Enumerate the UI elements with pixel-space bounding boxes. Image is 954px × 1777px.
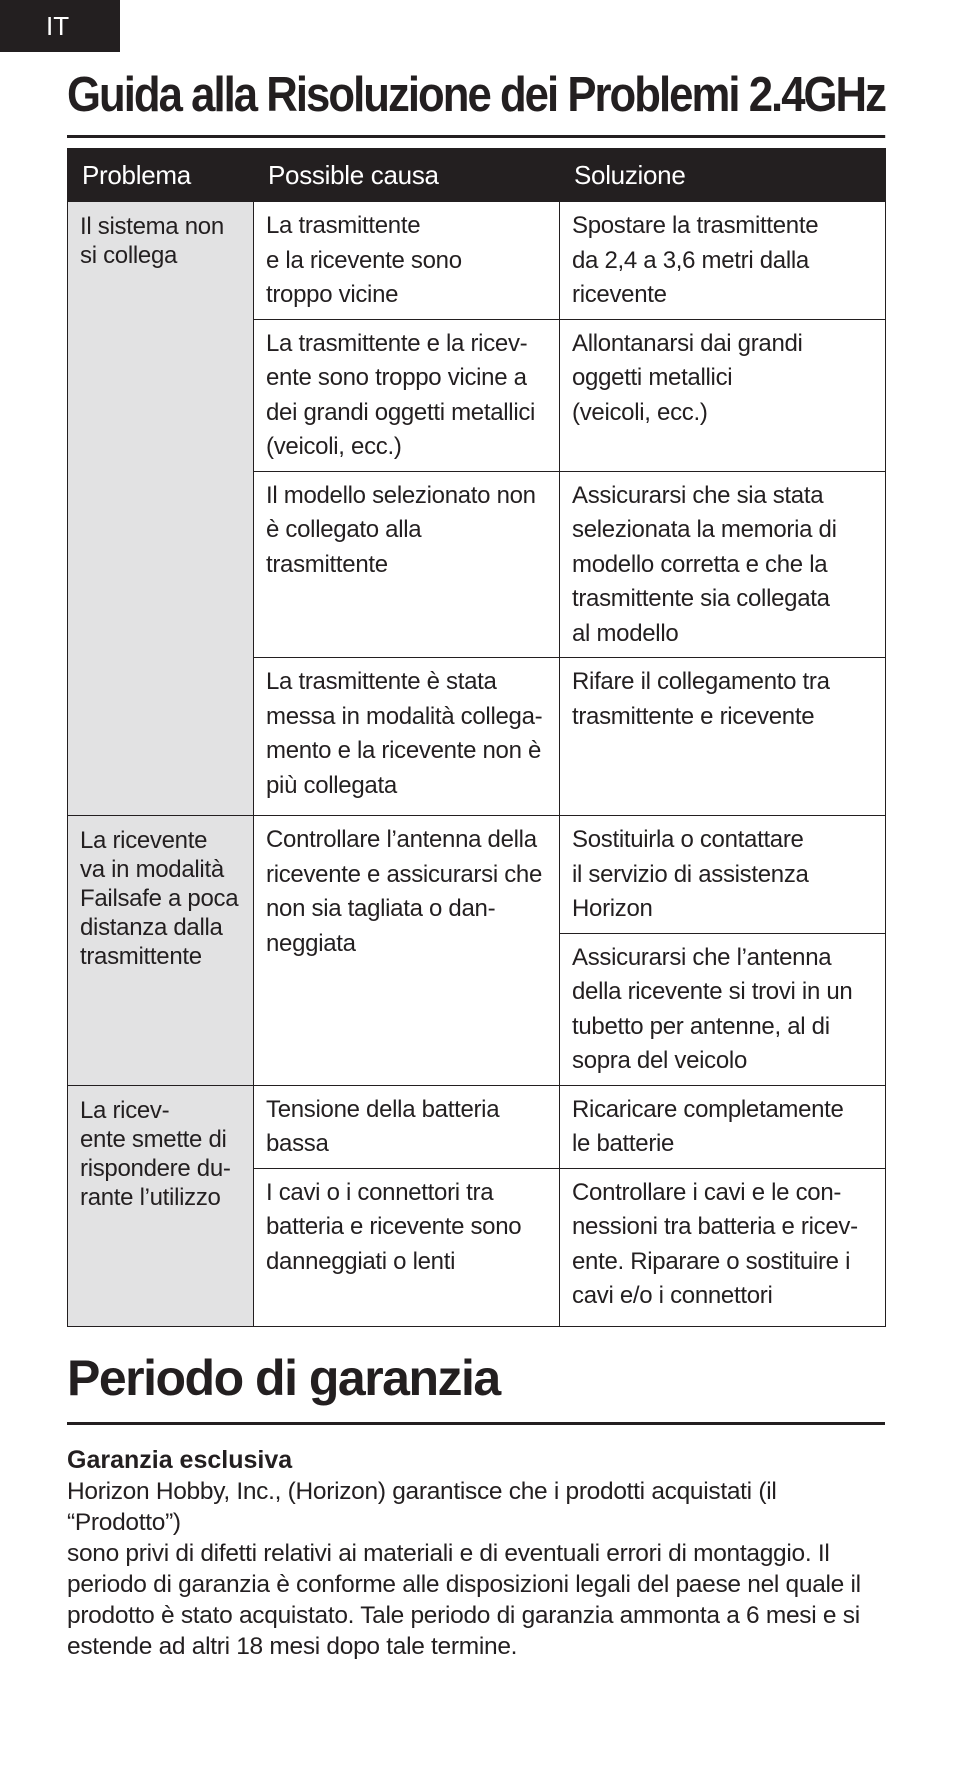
table-header-row — [68, 149, 886, 202]
header-cause: Possible causa — [254, 149, 560, 202]
solution-cell: Spostare la trasmittente da 2,4 a 3,6 metri dalla ricevente — [560, 202, 886, 320]
cause-cell: La trasmittente e la ricev- ente sono troppo vicine a dei grandi oggetti metallici (veicoli, ecc.) — [254, 319, 560, 471]
table-row — [68, 1085, 886, 1168]
solution-cell: Assicurarsi che l’antenna della ricevente si trovi in un tubetto per antenne, al di sopra del veicolo — [560, 933, 886, 1085]
table-row — [68, 816, 886, 934]
warranty-subheading: Garanzia esclusiva — [67, 1446, 293, 1474]
problem-cell: La ricevente va in modalità Failsafe a poca distanza dalla trasmittente — [68, 816, 254, 1086]
warranty-body: Horizon Hobby, Inc., (Horizon) garantisce che i prodotti acquistati (il “Prodotto”) sono privi di difetti relativi ai materiali e di eventuali errori di montaggio. Il periodo di garanzia è conforme alle disposizioni legali del paese nel quale il prodotto è stato acquistato. Tale periodo di garanzia ammonta a 6 mesi e si estende ad altri 18 mesi dopo tale termine. — [67, 1478, 861, 1660]
solution-cell: Controllare i cavi e le con- nessioni tra batteria e ricev- ente. Riparare o sostituire i cavi e/o i connettori — [560, 1168, 886, 1326]
header-solution: Soluzione — [560, 149, 886, 202]
solution-cell: Rifare il collegamento tra trasmittente e ricevente — [560, 658, 886, 816]
header-problem: Problema — [68, 149, 254, 202]
problem-cell: Il sistema non si collega — [68, 202, 254, 816]
warranty-title: Periodo di garanzia — [67, 1348, 885, 1425]
solution-cell: Sostituirla o contattare il servizio di assistenza Horizon — [560, 816, 886, 934]
cause-cell: Tensione della batteria bassa — [254, 1085, 560, 1168]
cause-cell: Controllare l’antenna della ricevente e assicurarsi che non sia tagliata o dan- neggiata — [254, 816, 560, 1086]
solution-cell: Allontanarsi dai grandi oggetti metallici (veicoli, ecc.) — [560, 319, 886, 471]
solution-cell: Assicurarsi che sia stata selezionata la memoria di modello corretta e che la trasmittente sia collegata al modello — [560, 471, 886, 658]
cause-cell: I cavi o i connettori tra batteria e ricevente sono danneggiati o lenti — [254, 1168, 560, 1326]
cause-cell: La trasmittente e la ricevente sono troppo vicine — [254, 202, 560, 320]
troubleshooting-table — [67, 148, 886, 1327]
cause-cell: Il modello selezionato non è collegato alla trasmittente — [254, 471, 560, 658]
solution-cell: Ricaricare completamente le batterie — [560, 1085, 886, 1168]
language-tab: IT — [0, 0, 120, 52]
table-row — [68, 202, 886, 320]
problem-cell: La ricev- ente smette di rispondere du- rante l’utilizzo — [68, 1085, 254, 1326]
page-title: Guida alla Risoluzione dei Problemi 2.4GHz — [67, 66, 885, 138]
cause-cell: La trasmittente è stata messa in modalità collega- mento e la ricevente non è più collegata — [254, 658, 560, 816]
